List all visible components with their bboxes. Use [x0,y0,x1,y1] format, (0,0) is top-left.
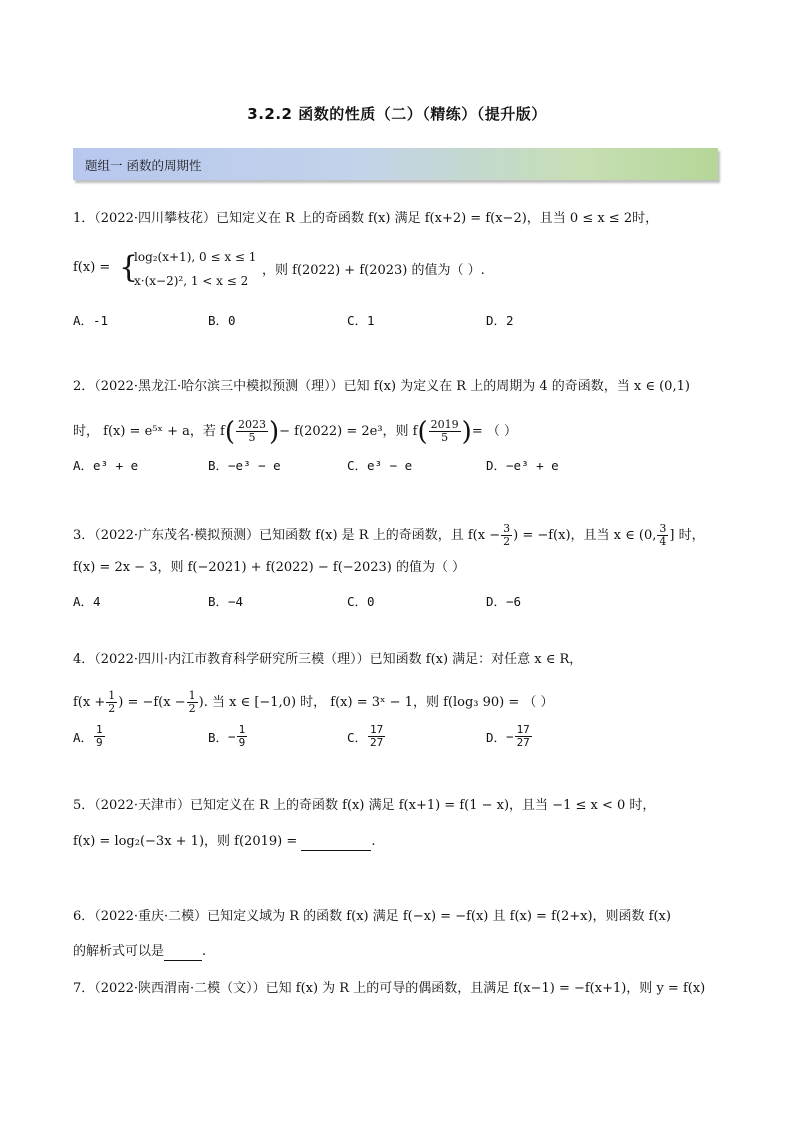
q4-frac-1-num: 1 [108,689,116,702]
q5-answer-blank[interactable] [301,850,371,851]
q4-text-a: f(x + [73,694,106,710]
q6-line2 [73,943,206,961]
q6-stem: 6．（2022·重庆·二模）已知定义域为 R 的函数 f(x) 满足 f(−x) = −f(x) 且 f(x) = f(2+x)，则函数 f(x) [73,909,671,924]
q4-stem: 4．（2022·四川·内江市教育科学研究所三模（理））已知函数 f(x) 满足：对任意 x ∈ R， [73,652,583,667]
q4-line2 [73,690,554,715]
q1-case-2: x·(x−2)², 1 < x ≤ 2 [134,274,249,288]
q1-option-a: A．-1 [73,313,109,328]
q4-option-a-num: 1 [96,723,103,736]
q4-option-c-frac [368,724,385,749]
q6-text-b: . [202,944,207,959]
q2-text-b: − f(2022) = 2e³，则 f [279,423,418,439]
q3-frac-1-den: 2 [503,535,511,548]
q2-text-a: 时， f(x) = e⁵ˣ + a，若 f [73,423,225,439]
q4-option-b-label: B． [208,729,229,745]
q4-frac-2-den: 2 [188,702,196,715]
q4-option-c [347,724,386,749]
q4-option-a-label: A． [73,729,94,745]
q3-line2: f(x) = 2x − 3，则 f(−2021) + f(2022) − f(−2023) 的值为（ ） [73,560,466,575]
q1-tail: ，则 f(2022) + f(2023) 的值为（ ）. [262,263,485,278]
q3-frac-2-den: 4 [659,535,667,548]
q4-option-d-den: 27 [516,736,530,749]
q3-option-b: B．−4 [208,594,244,609]
q3-text-c: ] 时， [669,527,705,543]
q2-paren-open-2: ( [417,416,428,447]
q4-option-a-den: 9 [96,736,103,749]
q4-option-d-frac [515,724,532,749]
q2-frac-2-den: 5 [441,431,449,444]
q2-paren-close-1: ) [269,416,280,447]
q4-option-b [208,724,248,749]
q4-option-d-label: D． [486,729,507,745]
q2-frac-1-num: 2023 [238,418,266,431]
q1-option-c: C．1 [347,313,375,328]
q4-option-b-frac [237,724,248,749]
q6-text-a: 的解析式可以是 [73,944,165,959]
q4-option-b-den: 9 [238,736,246,749]
q4-frac-1-den: 2 [108,702,116,715]
q1-case-1: log₂(x+1), 0 ≤ x ≤ 1 [134,250,257,264]
q2-frac-2-num: 2019 [430,418,459,431]
q2-option-a: A．e³ + e [73,458,139,473]
q2-option-c: C．e³ − e [347,458,413,473]
q2-paren-open-1: ( [224,416,235,447]
q3-text-b: ) = −f(x)，且当 x ∈ (0, [513,527,657,543]
q2-option-b: B．−e³ − e [208,458,281,473]
q4-option-c-num: 17 [370,723,384,736]
q5-line2 [73,833,376,851]
q1-stem: 1．（2022·四川攀枝花）已知定义在 R 上的奇函数 f(x) 满足 f(x+2) = f(x−2)，且当 0 ≤ x ≤ 2时， [73,211,659,226]
q7-stem: 7．（2022·陕西渭南·二模（文））已知 f(x) 为 R 上的可导的偶函数，且满足 f(x−1) = −f(x+1)，则 y = f(x) [73,981,706,996]
q1-option-d: D．2 [486,313,514,328]
q2-stem: 2．（2022·黑龙江·哈尔滨三中模拟预测（理））已知 f(x) 为定义在 R 上的周期为 4 的奇函数，当 x ∈ (0,1) [73,379,690,394]
q2-frac-1-den: 5 [248,431,256,444]
q4-option-a-frac [94,724,105,749]
q5-text-a: f(x) = log₂(−3x + 1)，则 f(2019) = [73,834,298,849]
q5-text-b: . [371,834,376,849]
page-title: 3.2.2 函数的性质（二）（精练）（提升版） [247,105,547,123]
q3-frac-1 [501,523,512,548]
q3-frac-2 [657,523,668,548]
q2-text-c: = （ ） [471,423,517,439]
q4-frac-1 [106,690,117,715]
q1-brace: { [119,250,139,285]
q2-frac-1 [236,419,268,444]
section-banner [73,148,718,180]
q4-text-b: ) = −f(x − [118,694,186,710]
q4-text-c: ). 当 x ∈ [−1,0) 时， f(x) = 3ˣ − 1，则 f(log₃ 90) = （ ） [198,694,554,710]
q2-paren-close-2: ) [461,416,472,447]
q3-option-c: C．0 [347,594,375,609]
q4-option-d-num: 17 [516,723,530,736]
q2-line2 [73,416,517,447]
q4-option-a [73,724,106,749]
q1-option-b: B．0 [208,313,236,328]
q3-option-d: D．−6 [486,594,522,609]
q2-frac-2 [429,419,461,444]
q3-frac-2-num: 3 [659,522,667,535]
q3-text-a: 3．（2022·广东茂名·模拟预测）已知函数 f(x) 是 R 上的奇函数，且 f(x − [73,527,501,543]
q6-answer-blank[interactable] [164,960,202,961]
q3-frac-1-num: 3 [503,522,511,535]
q4-option-d-sign: − [506,729,514,744]
q4-option-b-sign: − [228,729,236,744]
q4-frac-2 [187,690,198,715]
q4-option-b-num: 1 [238,723,246,736]
q4-option-d [486,724,533,749]
section-title: 题组一 函数的周期性 [85,158,202,173]
q4-frac-2-num: 1 [188,689,196,702]
q2-option-d: D．−e³ + e [486,458,559,473]
q5-stem: 5．（2022·天津市）已知定义在 R 上的奇函数 f(x) 满足 f(x+1) = f(1 − x)，且当 −1 ≤ x < 0 时， [73,798,656,813]
q3-option-a: A．4 [73,594,101,609]
q4-option-c-label: C． [347,729,368,745]
q1-fx-label: f(x) = [73,260,111,275]
q3-stem [73,523,705,548]
q4-option-c-den: 27 [370,736,384,749]
